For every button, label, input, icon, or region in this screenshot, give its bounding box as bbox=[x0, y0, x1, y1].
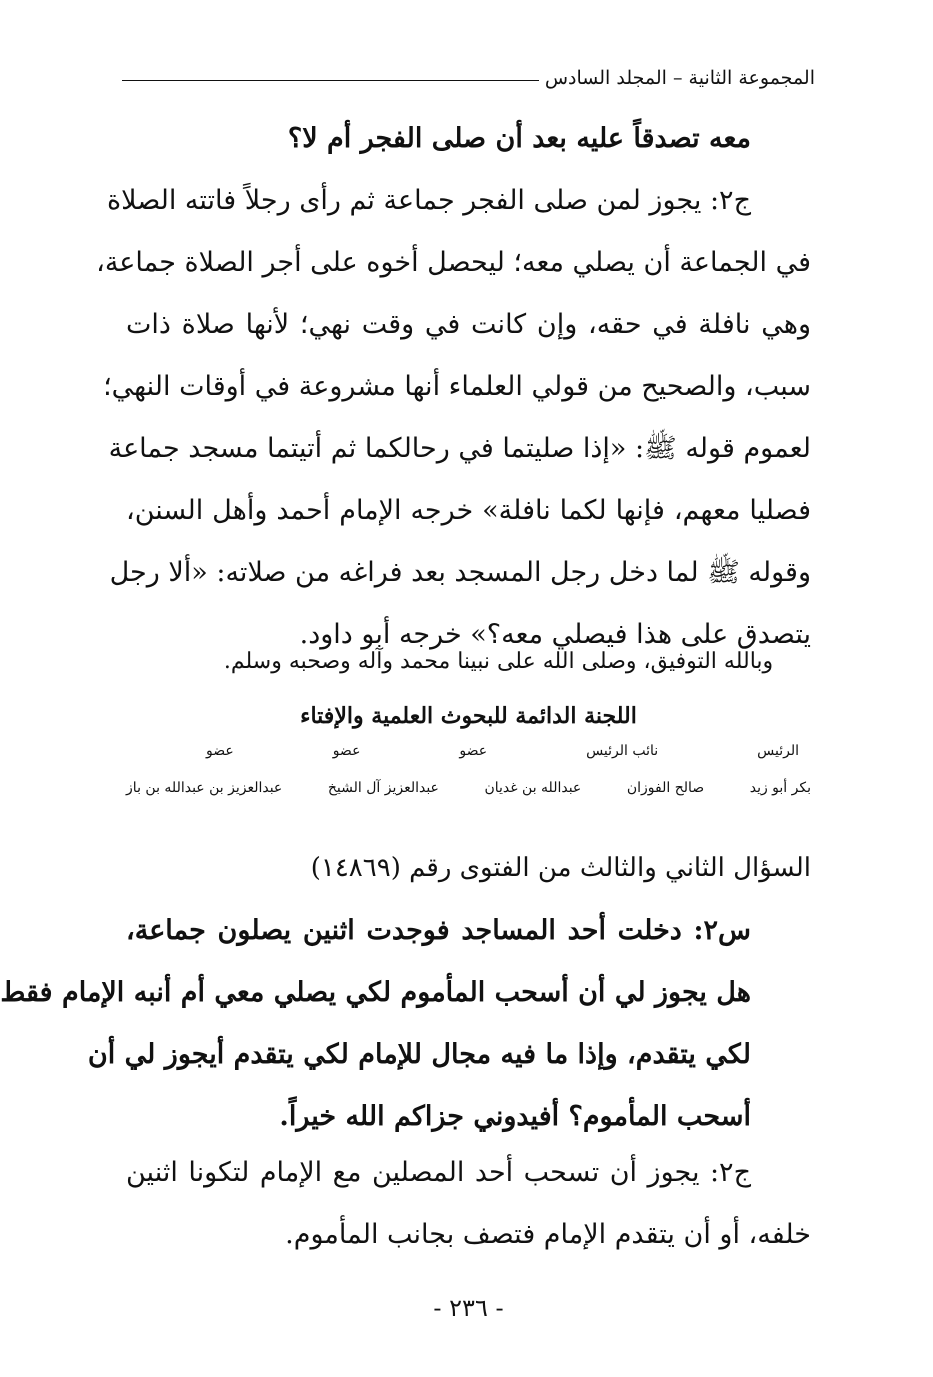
question-tail: معه تصدقاً عليه بعد أن صلى الفجر أم لا؟ bbox=[287, 123, 751, 154]
member-name: عبدالعزيز آل الشيخ bbox=[327, 780, 439, 796]
committee-name: اللجنة الدائمة للبحوث العلمية والإفتاء bbox=[300, 703, 637, 729]
fatwa-header: السؤال الثاني والثالث من الفتوى رقم (١٤٨٦٩) bbox=[310, 853, 811, 883]
member-title: الرئيس bbox=[757, 743, 799, 759]
question-line: س٢: دخلت أحد المساجد فوجدت اثنين يصلون جماعة، bbox=[126, 915, 751, 946]
answer-line: ج٢: يجوز أن تسحب أحد المصلين مع الإمام لتكونا اثنين bbox=[126, 1157, 751, 1188]
member-title: عضو bbox=[459, 743, 488, 759]
answer-line: لعموم قوله ﷺ: «إذا صليتما في رحالكما ثم أتيتما مسجد جماعة bbox=[108, 433, 811, 464]
running-title: المجموعة الثانية – المجلد السادس bbox=[544, 67, 815, 89]
answer-line: وهي نافلة في حقه، وإن كانت في وقت نهي؛ لأنها صلاة ذات bbox=[126, 309, 811, 340]
question-line: هل يجوز لي أن أسحب المأموم لكي يصلي معي أم أنبه الإمام فقط bbox=[0, 977, 751, 1008]
member-name: عبدالله بن غديان bbox=[484, 780, 582, 796]
answer-2-block bbox=[126, 1142, 811, 1266]
question-line: لكي يتقدم، وإذا ما فيه مجال للإمام لكي يتقدم أيجوز لي أن bbox=[87, 1039, 751, 1070]
answer-line: فصليا معهم، فإنها لكما نافلة» خرجه الإمام أحمد وأهل السنن، bbox=[126, 495, 811, 526]
page-number: - ٢٣٦ - bbox=[433, 1294, 504, 1322]
running-header bbox=[122, 58, 815, 98]
answer-1-block bbox=[96, 108, 811, 666]
header-rule bbox=[122, 80, 539, 81]
answer-line: وقوله ﷺ لما دخل رجل المسجد بعد فراغه من صلاته: «ألا رجل bbox=[109, 557, 811, 588]
member-name: بكر أبو زيد bbox=[749, 780, 811, 796]
member-title: عضو bbox=[332, 743, 361, 759]
answer-line: سبب، والصحيح من قولي العلماء أنها مشروعة في أوقات النهي؛ bbox=[103, 371, 811, 402]
member-name: صالح الفوزان bbox=[626, 780, 705, 796]
committee-members bbox=[126, 780, 811, 796]
closing-line: وبالله التوفيق، وصلى الله على نبينا محمد وآله وصحبه وسلم. bbox=[223, 649, 774, 674]
answer-line: ج٢: يجوز لمن صلى الفجر جماعة ثم رأى رجلاً فاتته الصلاة bbox=[106, 185, 751, 216]
answer-line: في الجماعة أن يصلي معه؛ ليحصل أخوه على أجر الصلاة جماعة، bbox=[96, 247, 811, 278]
question-2-block bbox=[0, 900, 811, 1148]
answer-line: يتصدق على هذا فيصلي معه؟» خرجه أبو داود. bbox=[299, 619, 811, 650]
answer-line: خلفه، أو أن يتقدم الإمام فتصف بجانب المأموم. bbox=[285, 1219, 811, 1250]
member-title: نائب الرئيس bbox=[586, 743, 659, 759]
member-title: عضو bbox=[206, 743, 234, 759]
question-line: أسحب المأموم؟ أفيدوني جزاكم الله خيراً. bbox=[279, 1101, 751, 1132]
committee-titles bbox=[126, 743, 811, 759]
member-name: عبدالعزيز بن عبدالله بن باز bbox=[126, 780, 283, 796]
